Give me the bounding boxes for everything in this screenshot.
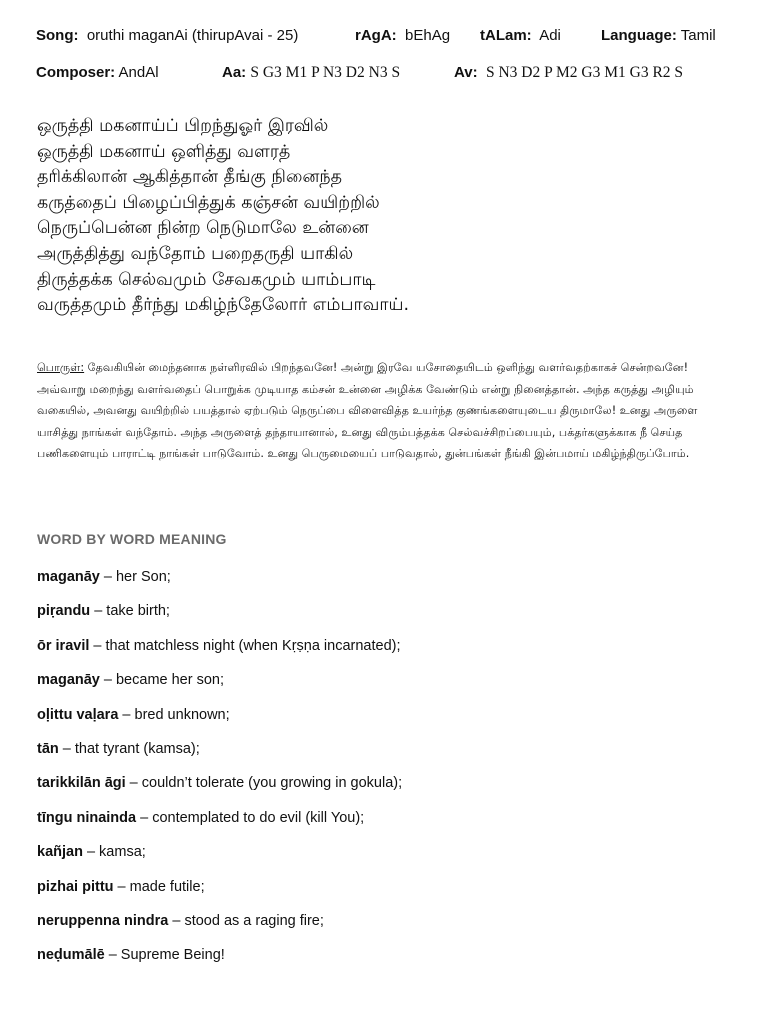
gloss: – bred unknown; xyxy=(118,706,230,723)
term: maganāy xyxy=(37,569,100,585)
avarohana-label: Av: xyxy=(454,64,478,81)
meaning-label: பொருள்: xyxy=(37,361,85,374)
verse-line: கருத்தைப் பிழைப்பித்துக் கஞ்சன் வயிற்றில் xyxy=(37,192,380,213)
term: neruppenna nindra xyxy=(37,912,169,929)
song-label: Song: xyxy=(36,27,79,44)
raga-field xyxy=(355,27,450,44)
gloss: – take birth; xyxy=(90,603,170,620)
arohana-value: S G3 M1 P N3 D2 N3 S xyxy=(250,64,401,81)
verse-line: ஒருத்தி மகனாய் ஒளித்து வளரத் xyxy=(37,141,291,162)
list-item xyxy=(37,569,402,603)
term: pizhai pittu xyxy=(37,878,114,895)
tala-value: Adi xyxy=(539,27,561,44)
gloss: – contemplated to do evil (kill You); xyxy=(136,809,365,826)
verse-line: அருத்தித்து வந்தோம் பறைதருதி யாகில் xyxy=(37,243,354,264)
gloss: – made futile; xyxy=(113,878,205,895)
language-label: Language: xyxy=(601,27,677,44)
raga-label: rAgA: xyxy=(355,27,397,44)
avarohana-field xyxy=(454,64,683,82)
gloss: – her Son; xyxy=(99,569,171,585)
term: kañjan xyxy=(37,844,83,861)
gloss: – kamsa; xyxy=(82,844,146,861)
composer-label: Composer: xyxy=(36,64,116,81)
verse-line: வருத்தமும் தீர்ந்து மகிழ்ந்தேலோர் எம்பாவாய். xyxy=(37,295,410,316)
term: tarikkilān āgi xyxy=(37,775,126,792)
term: neḍumālē xyxy=(37,947,105,964)
term: tīngu ninainda xyxy=(37,809,137,826)
list-item xyxy=(37,603,402,637)
meaning-paragraph xyxy=(37,357,731,465)
term: ōr iravil xyxy=(37,637,90,654)
gloss: – Supreme Being! xyxy=(104,947,225,964)
raga-value: bEhAg xyxy=(405,27,451,44)
composer-value: AndAl xyxy=(118,64,159,81)
word-by-word-list xyxy=(37,569,402,982)
song-value: oruthi maganAi (thirupAvai - 25) xyxy=(86,27,299,44)
gloss: – couldn’t tolerate (you growing in gokula); xyxy=(125,775,403,792)
tala-label: tALam: xyxy=(480,27,532,44)
avarohana-value: S N3 D2 P M2 G3 M1 G3 R2 S xyxy=(485,64,684,81)
verse-line: திருத்தக்க செல்வமும் சேவகமும் யாம்பாடி xyxy=(37,269,376,290)
gloss: – that matchless night (when Kṛṣṇa incarnated); xyxy=(89,637,401,654)
gloss: – stood as a raging fire; xyxy=(168,912,324,929)
term: tān xyxy=(37,740,59,757)
arohana-label: Aa: xyxy=(222,64,247,81)
language-value: Tamil xyxy=(680,27,716,44)
list-item xyxy=(37,741,402,775)
list-item xyxy=(37,638,402,672)
list-item xyxy=(37,879,402,913)
term: piṛandu xyxy=(37,603,91,620)
list-item xyxy=(37,810,402,844)
term: maganāy xyxy=(37,672,100,689)
song-field xyxy=(36,27,298,44)
gloss: – became her son; xyxy=(99,672,225,689)
list-item xyxy=(37,775,402,809)
tamil-verse xyxy=(37,114,409,319)
verse-line: நெருப்பென்ன நின்ற நெடுமாலே உன்னை xyxy=(37,218,369,239)
word-by-word-heading: WORD BY WORD MEANING xyxy=(37,531,227,547)
list-item xyxy=(37,672,402,706)
term: oḷittu vaḷara xyxy=(37,706,119,723)
tala-field xyxy=(480,27,561,44)
list-item xyxy=(37,844,402,878)
composer-field xyxy=(36,64,159,81)
meaning-text: தேவகியின் மைந்தனாக நள்ளிரவில் பிறந்தவனே! அன்று இரவே யசோதையிடம் ஒளிந்து வளர்வதற்காகச் சென்றவனே! அவ்வாறு மறைந்து வளர்வதைப் பொறுக்க முடியாத கம்சன் உன்னை அழிக்க வேண்டும் என்று நினைத்தான். அந்த கருத்து அழியும் வகையில், அவனது வயிற்றில் பயத்தால் ஏற்படும் நெருப்பை விளைவித்த உயர்ந்த குணங்களையுடைய திருமாலே! உனது அருளை யாசித்து நாங்கள் வந்தோம். அந்த அருளைத் தந்தாயானால், உனது விரும்பத்தக்க செல்வச்சிறப்பையும், பக்தர்களுக்காக நீ செய்த பணிகளையும் பாராட்டி நாங்கள் பாடுவோம். உனது பெருமையைப் பாடுவதால், துன்பங்கள் நீங்கி இன்பமாய் மகிழ்ந்திருப்போம். xyxy=(37,361,698,460)
list-item xyxy=(37,707,402,741)
gloss: – that tyrant (kamsa); xyxy=(58,740,200,757)
verse-line: தரிக்கிலான் ஆகித்தான் தீங்கு நினைந்த xyxy=(37,167,343,188)
arohana-field xyxy=(222,64,400,82)
list-item xyxy=(37,947,402,981)
verse-line: ஒருத்தி மகனாய்ப் பிறந்துஓர் இரவில் xyxy=(37,116,329,136)
list-item xyxy=(37,913,402,947)
language-field xyxy=(601,27,716,44)
